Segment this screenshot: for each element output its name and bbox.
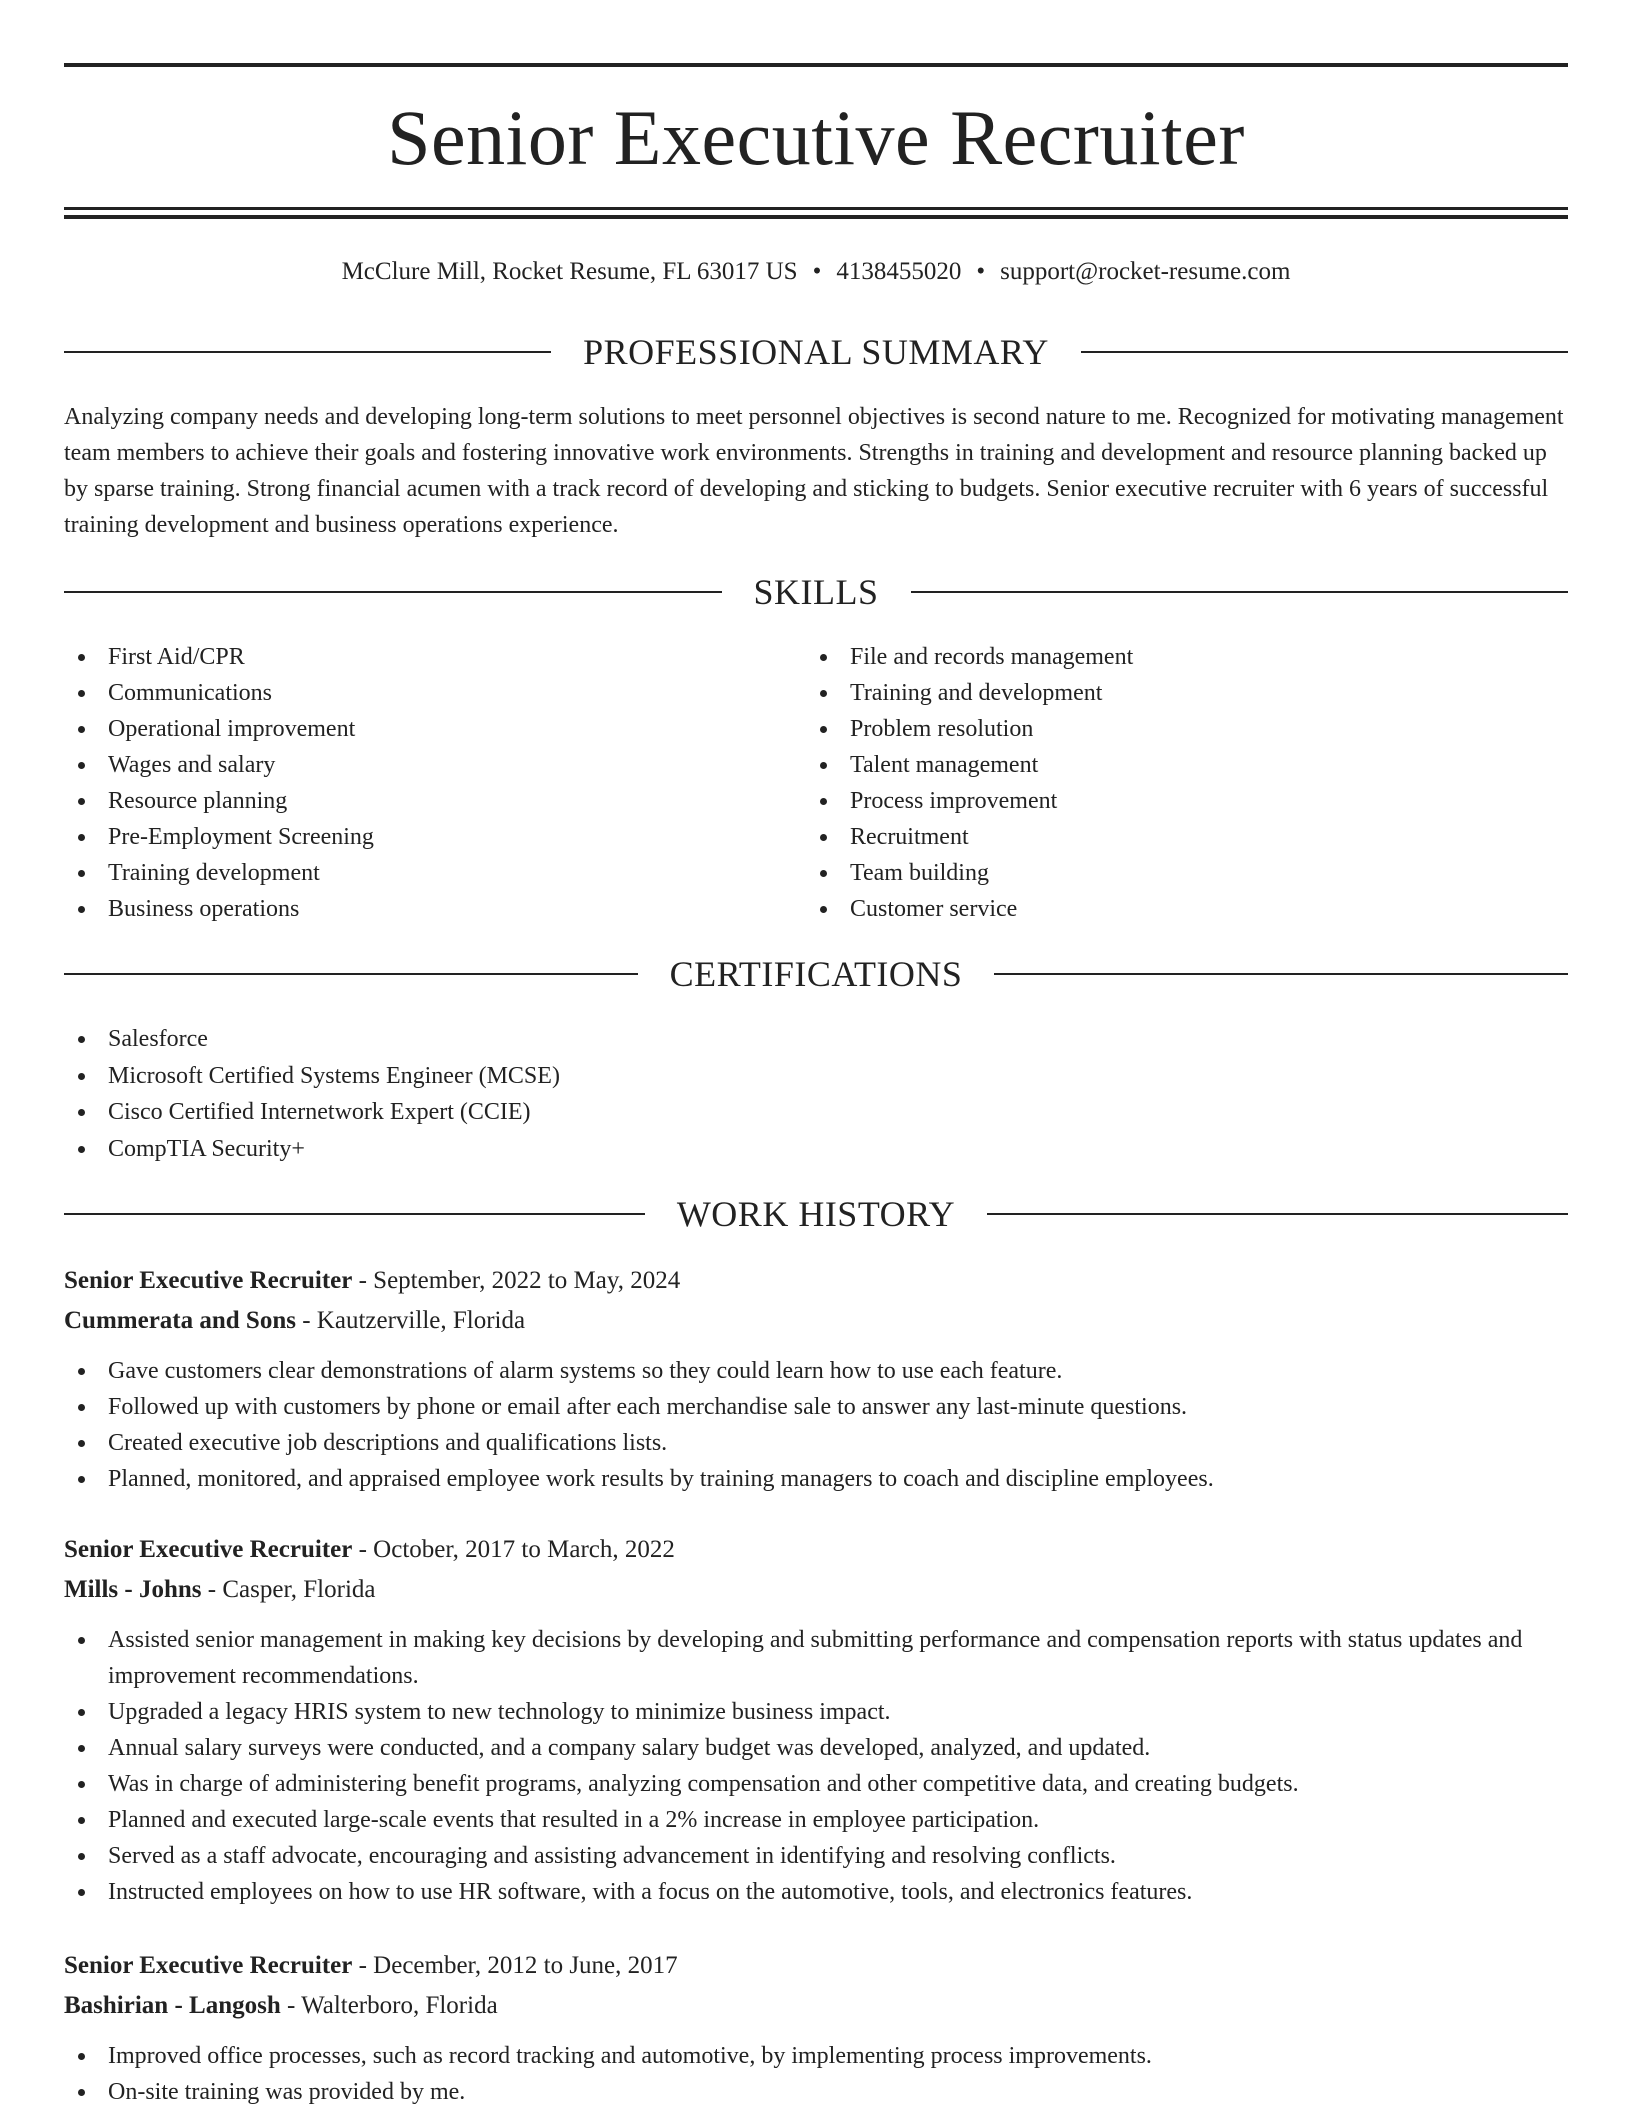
job-entry <box>64 1946 1568 2110</box>
heading-rule-left <box>64 591 722 593</box>
section-title-summary: PROFESSIONAL SUMMARY <box>583 332 1049 372</box>
job-company: Mills - Johns <box>64 1576 202 1603</box>
job-title-line <box>64 1261 1568 1301</box>
job-role: Senior Executive Recruiter <box>64 1267 353 1294</box>
job-company-line <box>64 1986 1568 2026</box>
job-company-line <box>64 1301 1568 1341</box>
header-top-rule <box>64 63 1568 67</box>
job-title-line <box>64 1530 1568 1570</box>
contact-line <box>64 254 1568 290</box>
certification-item: Cisco Certified Internetwork Expert (CCIE) <box>64 1094 560 1131</box>
certification-item: CompTIA Security+ <box>64 1131 560 1168</box>
heading-rule-left <box>64 351 551 353</box>
job-company: Bashirian - Langosh <box>64 1992 281 2019</box>
skills-column-right <box>806 639 1568 927</box>
certification-item: Microsoft Certified Systems Engineer (MCSE) <box>64 1058 560 1095</box>
header-double-rule-upper <box>64 207 1568 210</box>
job-role: Senior Executive Recruiter <box>64 1952 353 1979</box>
section-heading-work-history <box>64 1192 1568 1236</box>
job-dates: - December, 2012 to June, 2017 <box>352 1952 678 1979</box>
job-bullet: Created executive job descriptions and qualifications lists. <box>64 1425 1568 1461</box>
job-role: Senior Executive Recruiter <box>64 1536 353 1563</box>
job-title-line <box>64 1946 1568 1986</box>
skill-item: Business operations <box>64 891 764 927</box>
skill-item: Resource planning <box>64 783 764 819</box>
certification-item: Salesforce <box>64 1021 560 1058</box>
contact-address: McClure Mill, Rocket Resume, FL 63017 US <box>341 258 798 285</box>
job-bullets <box>64 2038 1568 2110</box>
job-bullet: Gave customers clear demonstrations of alarm systems so they could learn how to use each feature. <box>64 1353 1568 1389</box>
job-entry <box>64 1530 1568 1910</box>
skill-item: Communications <box>64 675 764 711</box>
skill-item: Team building <box>806 855 1568 891</box>
contact-separator: • <box>976 258 986 285</box>
job-bullet: Served as a staff advocate, encouraging and assisting advancement in identifying and resolving conflicts. <box>64 1838 1568 1874</box>
contact-email: support@rocket-resume.com <box>1000 258 1291 285</box>
section-title-skills: SKILLS <box>753 572 879 612</box>
heading-rule-left <box>64 1213 645 1215</box>
heading-rule-left <box>64 973 638 975</box>
section-heading-certifications <box>64 952 1568 996</box>
skill-item: Customer service <box>806 891 1568 927</box>
certifications-list <box>64 1021 560 1167</box>
skill-item: Pre-Employment Screening <box>64 819 764 855</box>
job-bullet: Followed up with customers by phone or email after each merchandise sale to answer any last-minute questions. <box>64 1389 1568 1425</box>
skill-item: Wages and salary <box>64 747 764 783</box>
contact-phone: 4138455020 <box>836 258 962 285</box>
heading-rule-right <box>911 591 1569 593</box>
section-title-work-history: WORK HISTORY <box>676 1194 956 1234</box>
job-bullet: Assisted senior management in making key decisions by developing and submitting performance and compensation reports with status updates and improvement recommendations. <box>64 1622 1568 1694</box>
heading-rule-right <box>1081 351 1568 353</box>
job-location: - Casper, Florida <box>201 1576 376 1603</box>
job-company: Cummerata and Sons <box>64 1307 296 1334</box>
job-bullet: On-site training was provided by me. <box>64 2074 1568 2110</box>
section-heading-skills <box>64 570 1568 614</box>
job-dates: - October, 2017 to March, 2022 <box>352 1536 675 1563</box>
job-company-line <box>64 1570 1568 1610</box>
job-location: - Walterboro, Florida <box>280 1992 498 2019</box>
skill-item: Training development <box>64 855 764 891</box>
job-bullets <box>64 1622 1568 1910</box>
job-bullet: Instructed employees on how to use HR software, with a focus on the automotive, tools, and electronics features. <box>64 1874 1568 1910</box>
job-dates: - September, 2022 to May, 2024 <box>352 1267 681 1294</box>
job-bullet: Improved office processes, such as record tracking and automotive, by implementing process improvements. <box>64 2038 1568 2074</box>
heading-rule-right <box>987 1213 1568 1215</box>
heading-rule-right <box>994 973 1568 975</box>
section-title-certifications: CERTIFICATIONS <box>669 954 963 994</box>
skill-item: Recruitment <box>806 819 1568 855</box>
job-bullet: Upgraded a legacy HRIS system to new technology to minimize business impact. <box>64 1694 1568 1730</box>
skills-column-left <box>64 639 764 927</box>
job-bullet: Annual salary surveys were conducted, and a company salary budget was developed, analyzed, and updated. <box>64 1730 1568 1766</box>
header-double-rule-lower <box>64 215 1568 219</box>
skill-item: File and records management <box>806 639 1568 675</box>
job-entry <box>64 1261 1568 1497</box>
skill-item: Problem resolution <box>806 711 1568 747</box>
job-location: - Kautzerville, Florida <box>295 1307 526 1334</box>
summary-paragraph: Analyzing company needs and developing long-term solutions to meet personnel objectives is second nature to me. Recognized for motivating management team members to achieve their goals and fostering innovative work environments. Strengths in training and development and resource planning backed up by sparse training. Strong financial acumen with a track record of developing and sticking to budgets. Senior executive recruiter with 6 years of successful training development and business operations experience. <box>64 404 1564 538</box>
section-heading-summary <box>64 330 1568 374</box>
skill-item: Training and development <box>806 675 1568 711</box>
skill-item: First Aid/CPR <box>64 639 764 675</box>
skill-item: Talent management <box>806 747 1568 783</box>
skill-item: Process improvement <box>806 783 1568 819</box>
job-bullet: Planned and executed large-scale events that resulted in a 2% increase in employee participation. <box>64 1802 1568 1838</box>
job-bullet: Planned, monitored, and appraised employee work results by training managers to coach and discipline employees. <box>64 1461 1568 1497</box>
skill-item: Operational improvement <box>64 711 764 747</box>
contact-separator: • <box>812 258 822 285</box>
job-bullet: Was in charge of administering benefit programs, analyzing compensation and other competitive data, and creating budgets. <box>64 1766 1568 1802</box>
job-bullets <box>64 1353 1568 1497</box>
resume-name-title: Senior Executive Recruiter <box>387 94 1245 181</box>
